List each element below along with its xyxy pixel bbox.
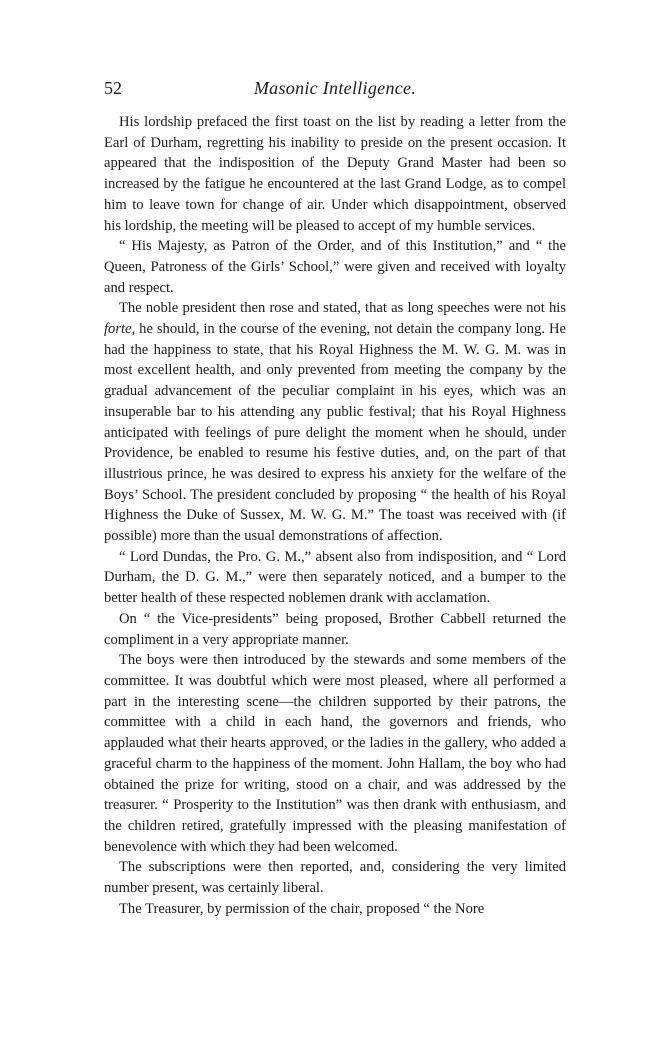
- running-title: Masonic Intelligence.: [253, 78, 417, 98]
- paragraph-text: The noble president then rose and stated, that as long speeches were not his: [119, 300, 566, 317]
- paragraph-text: , he should, in the course of the evening, not detain the company long. He had the happiness to state, that his Royal Highness the M. W. G. M. was in most excellent health, and only prevented from meeting the company by the gradual advancement of the peculiar complaint in his eyes, which was an insuperable bar to his attending any public festival; that his Royal Highness anticipated with feelings of pure delight the moment when he should, under Providence, be enabled to resume his festive duties, and, on the part of that illustrious prince, he was desired to express his anxiety for the welfare of the Boys’ School. The president concluded by proposing “ the health of his Royal Highness the Duke of Sussex, M. W. G. M.” The toast was received with (if possible) more than the usual demonstrations of affection.: [104, 321, 566, 545]
- book-page: [104, 78, 566, 919]
- italic-word: forte: [104, 321, 132, 338]
- paragraph-boys-introduced: [104, 650, 566, 857]
- paragraph-vice-presidents: [104, 609, 566, 650]
- paragraph-treasurer: [104, 899, 566, 920]
- paragraph-text: His lordship prefaced the first toast on the list by reading a letter from the Earl of Durham, regretting his inability to preside on the present occasion. It appeared that the indisposition of the Deputy Grand Master had been so increased by the fatigue he encountered at the last Grand Lodge, as to compel him to leave town for change of air. Under which disappointment, observed his lordship, the meeting will be pleased to accept of my humble services.: [104, 114, 566, 234]
- page-header: [104, 78, 566, 106]
- body-text: [104, 112, 566, 919]
- page-number: 52: [104, 78, 122, 98]
- paragraph-majesty-toast: [104, 236, 566, 298]
- paragraph-text: “ His Majesty, as Patron of the Order, and of this Institution,” and “ the Queen, Patroness of the Girls’ School,” were given and received with loyalty and respect.: [104, 238, 566, 296]
- paragraph-subscriptions: [104, 857, 566, 898]
- paragraph-text: The boys were then introduced by the stewards and some members of the committee. It was doubtful which were most pleased, where all performed a part in the interesting scene—the children supported by their patrons, the committee with a child in each hand, the governors and friends, who applauded what their hearts approved, or the ladies in the gallery, who added a graceful charm to the happiness of the moment. John Hallam, the boy who had obtained the prize for writing, stood on a chair, and was addressed by the treasurer. “ Prosperity to the Institution” was then drank with enthusiasm, and the children retired, gratefully impressed with the pleasing manifestation of benevolence with which they had been welcomed.: [104, 652, 566, 855]
- paragraph-lord-dundas: [104, 547, 566, 609]
- paragraph-noble-president: [104, 298, 566, 546]
- paragraph-lordship-letter: [104, 112, 566, 236]
- paragraph-text: On “ the Vice-presidents” being proposed, Brother Cabbell returned the compliment in a very appropriate manner.: [104, 610, 566, 648]
- paragraph-text: The subscriptions were then reported, and, considering the very limited number present, was certainly liberal.: [104, 859, 566, 897]
- paragraph-text: “ Lord Dundas, the Pro. G. M.,” absent also from indisposition, and “ Lord Durham, the D. G. M.,” were then separately noticed, and a bumper to the better health of these respected noblemen drank with acclamation.: [104, 548, 566, 607]
- paragraph-text: The Treasurer, by permission of the chair, proposed “ the Nore: [119, 900, 485, 917]
